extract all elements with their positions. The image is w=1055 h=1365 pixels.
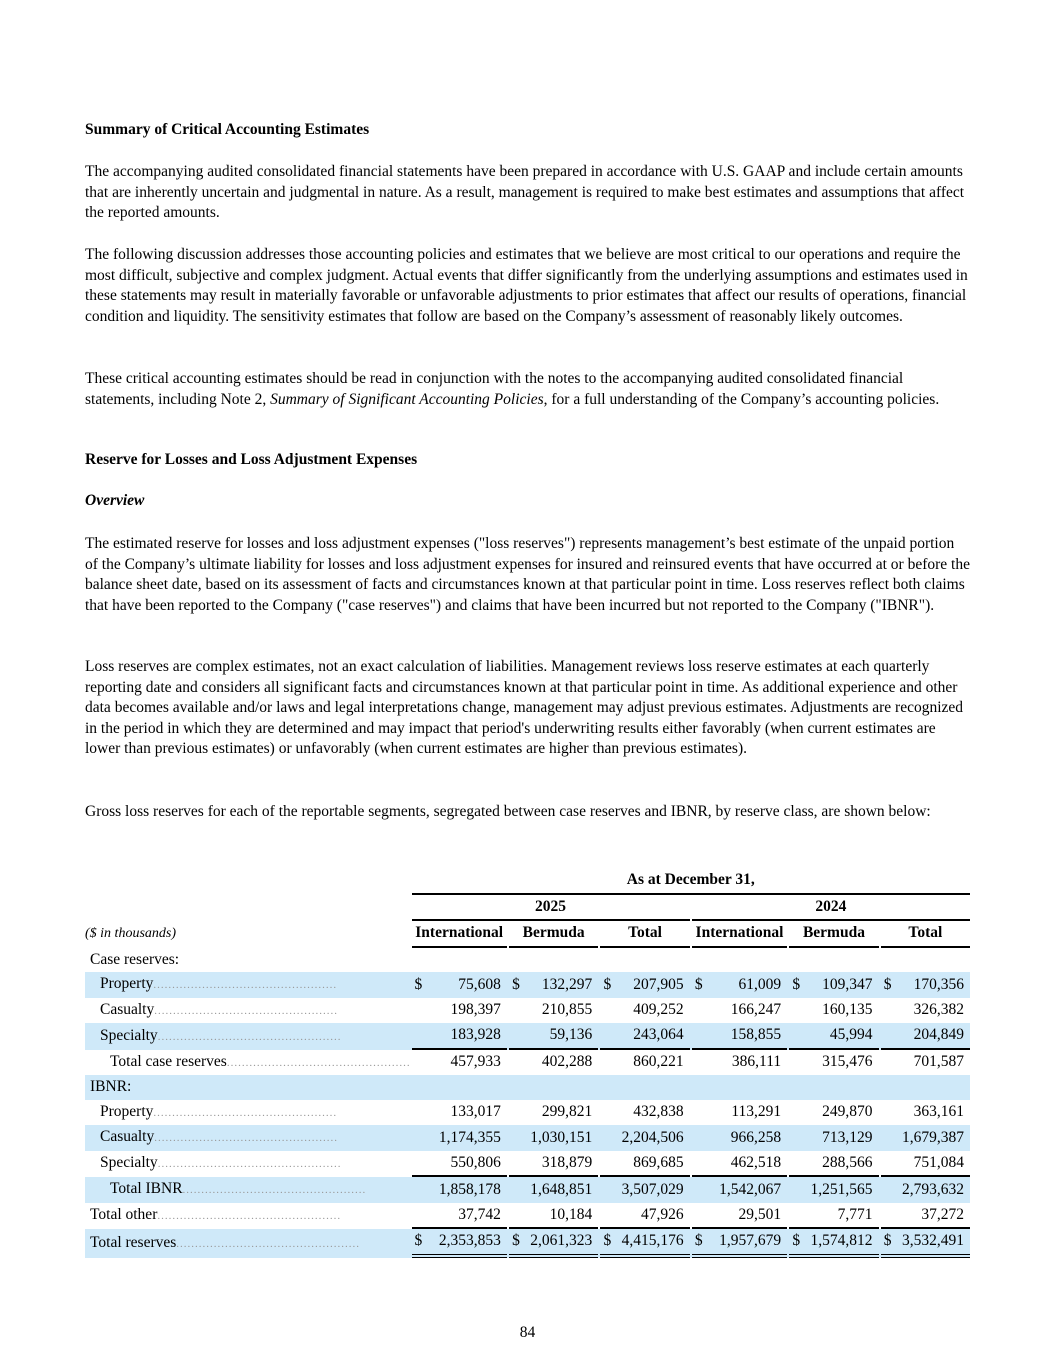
loss-reserves-table: [85, 868, 970, 1258]
col-intl-2024: International: [692, 921, 787, 948]
table-row: Property................................................. $ 75,608 $ 132,297 $ 207,905 $ 61,009 $ 109,347 $ 170,356: [85, 972, 970, 998]
header-row-period: [85, 868, 970, 895]
paragraph-5: Loss reserves are complex estimates, not an exact calculation of liabilities. Management reviews loss reserve estimates at each quarterly reporting date and considers all significant facts and circumstances known at that particular point in time. As additional experience and other data becomes available and/or laws and legal interpretations change, management may adjust previous estimates. Adjustments are recognized in the period in which they are determined and may impact that period's underwriting results either favorably (when current estimates are lower than previous estimates) or unfavorably (when current estimates are higher than previous estimates).: [85, 658, 964, 758]
heading-reserve: Reserve for Losses and Loss Adjustment Expenses: [85, 451, 418, 468]
section-ibnr: IBNR:: [85, 1075, 970, 1100]
col-bermuda-2025: Bermuda: [509, 921, 598, 948]
col-total-2024: Total: [881, 921, 970, 948]
units-label: ($ in thousands): [85, 926, 176, 941]
year-2025-header: 2025: [412, 895, 690, 922]
col-bermuda-2024: Bermuda: [789, 921, 878, 948]
note-reference: Summary of Significant Accounting Policies: [270, 390, 544, 408]
table-row: Casualty................................................. 1,174,355 1,030,151 2,204,506 966,258 713,129 1,679,387: [85, 1125, 970, 1151]
paragraph-6: Gross loss reserves for each of the reportable segments, segregated between case reserves and IBNR, by reserve class, are shown below:: [85, 803, 931, 820]
header-row-columns: [85, 921, 970, 948]
table-row-grand-total: Total reserves................................................. $ 2,353,853 $ 2,061,323 $ 4,415,176 $ 1,957,679 $ 1,574,812 $ 3,532,491: [85, 1229, 970, 1258]
col-total-2025: Total: [600, 921, 689, 948]
paragraph-4: The estimated reserve for losses and loss adjustment expenses ("loss reserves") represents management’s best estimate of the unpaid portion of the Company’s ultimate liability for losses and loss adjustment expenses for insured and reinsured events that have occurred at or before the balance sheet date, based on its assessment of facts and circumstances known at that particular point in time. Loss reserves reflect both claims that have been reported to the Company ("case reserves") and claims that have been incurred but not reported to the Company ("IBNR").: [85, 535, 970, 614]
table-row-subtotal: Total IBNR................................................. 1,858,178 1,648,851 3,507,029 1,542,067 1,251,565 2,793,632: [85, 1177, 970, 1203]
paragraph-3: These critical accounting estimates should be read in conjunction with the notes to the accompanying audited consolidated financial statements, including Note 2, Summary of Significant Accounting Policies, for a full understanding of the Company’s accounting policies.: [85, 370, 940, 408]
table-row-subtotal: Total case reserves................................................. 457,933 402,288 860,221 386,111 315,476 701,587: [110, 1052, 964, 1070]
table-row: Casualty................................................. 198,397 210,855 409,252 166,247 160,135 326,382: [100, 1000, 964, 1018]
section-case-reserves: Case reserves:: [90, 950, 180, 968]
period-header: As at December 31,: [412, 868, 970, 895]
page-number: 84: [519, 1324, 536, 1341]
paragraph-2: The following discussion addresses those accounting policies and estimates that we believe are most critical to our operations and require the most difficult, subjective and complex judgment. Actual events that differ significantly from the underlying assumptions and estimates used in these statements may result in materially favorable or unfavorable adjustments to prior estimates that affect our results of operations, financial condition and liquidity. The sensitivity estimates that follow are based on the Company’s assessment of reasonably likely outcomes.: [85, 246, 968, 325]
header-row-years: [85, 895, 970, 922]
table-row: Property................................................. 133,017 299,821 432,838 113,291 249,870 363,161: [100, 1102, 964, 1120]
paragraph-1: The accompanying audited consolidated financial statements have been prepared in accordance with U.S. GAAP and include certain amounts that are inherently uncertain and judgmental in nature. As a result, management is required to make best estimates and assumptions that affect the reported amounts.: [85, 163, 965, 222]
heading-summary: Summary of Critical Accounting Estimates: [85, 121, 370, 138]
table-row: Specialty................................................. 550,806 318,879 869,685 462,518 288,566 751,084: [85, 1151, 970, 1178]
table-row: Specialty................................................. 183,928 59,136 243,064 158,855 45,994 204,849: [85, 1023, 970, 1050]
heading-overview: Overview: [85, 492, 145, 509]
col-intl-2025: International: [412, 921, 507, 948]
table-row: Total other................................................. 37,742 10,184 47,926 29,501 7,771 37,272: [85, 1203, 970, 1230]
year-2024-header: 2024: [692, 895, 970, 922]
